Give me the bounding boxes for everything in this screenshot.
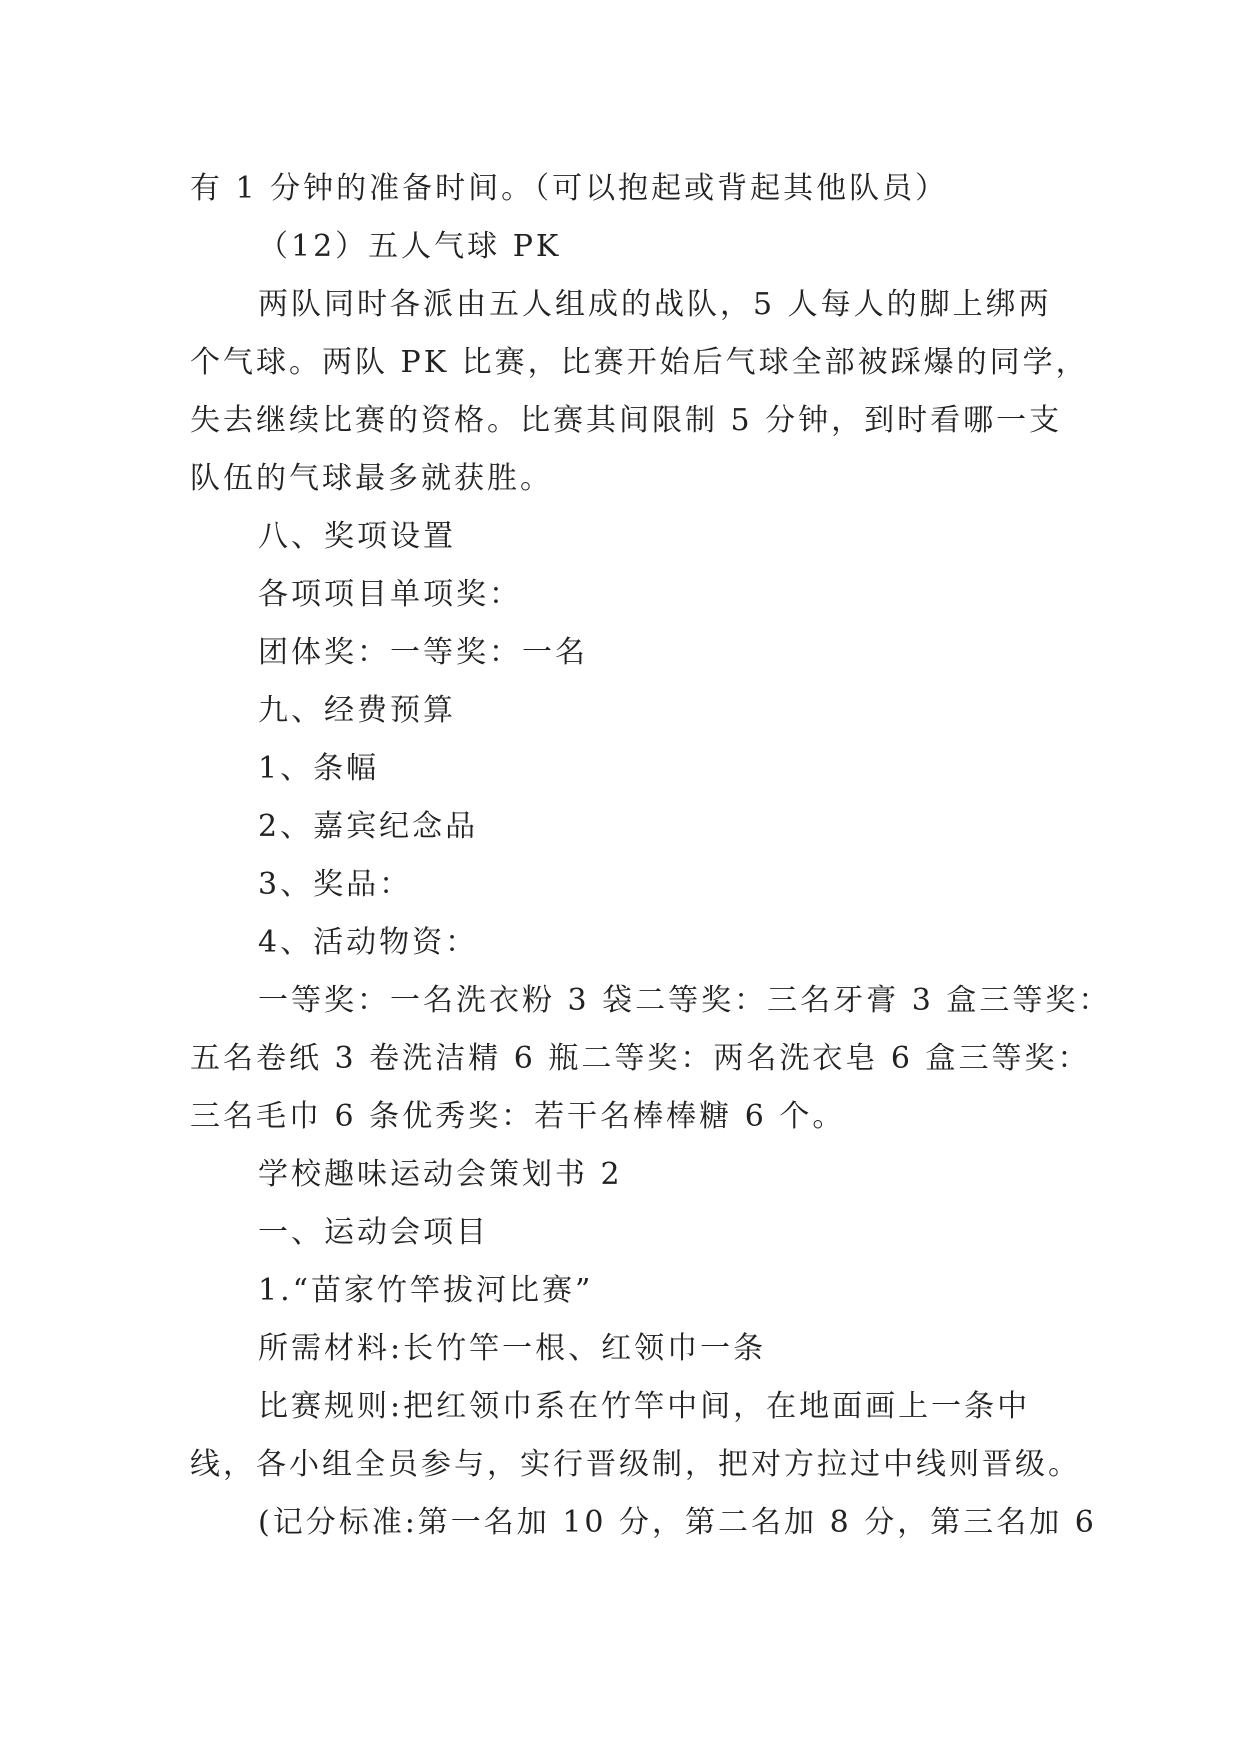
paragraph-scoring: (记分标准:第一名加 10 分，第二名加 8 分，第三名加 6 [258,1505,1097,1540]
text-line: 线，各小组全员参与，实行晋级制，把对方拉过中线则晋级。 [190,1447,1081,1482]
list-item-prizes: 3、奖品： [258,867,413,902]
list-item-supplies: 4、活动物资： [258,925,479,960]
text-line: 一等奖：一名洗衣粉 3 袋二等奖：三名牙膏 3 盒三等奖： [258,983,1112,1018]
section-title-plan-2: 学校趣味运动会策划书 2 [258,1157,623,1192]
heading-events: 一、运动会项目 [258,1215,489,1250]
list-item-souvenirs: 2、嘉宾纪念品 [258,809,479,844]
paragraph-prep-time: 有 1 分钟的准备时间。（可以抱起或背起其他队员） [190,171,949,206]
text-line: 三名毛巾 6 条优秀奖：若干名棒棒糖 6 个。 [190,1099,846,1134]
paragraph-single-awards: 各项项目单项奖： [258,577,522,612]
document-page [190,160,1112,1552]
text-line: 个气球。两队 PK 比赛，比赛开始后气球全部被踩爆的同学， [190,345,1089,380]
heading-bamboo-tug: 1.“苗家竹竿拔河比赛” [258,1273,594,1308]
heading-budget: 九、经费预算 [258,693,456,728]
paragraph-team-award: 团体奖：一等奖：一名 [258,635,588,670]
paragraph-tug-rules [190,1378,1081,1494]
text-line: 两队同时各派由五人组成的战队，5 人每人的脚上绑两 [258,287,1052,322]
text-line: 比赛规则:把红领巾系在竹竿中间，在地面画上一条中 [258,1389,1031,1424]
heading-awards: 八、奖项设置 [258,519,456,554]
text-line: 失去继续比赛的资格。比赛其间限制 5 分钟，到时看哪一支 [190,403,1063,438]
heading-balloon-pk: （12）五人气球 PK [258,229,562,264]
text-line: 五名卷纸 3 卷洗洁精 6 瓶二等奖：两名洗衣皂 6 盒三等奖： [190,1041,1091,1076]
paragraph-balloon-rules [190,276,1089,508]
paragraph-prize-details [190,972,1112,1146]
paragraph-materials: 所需材料:长竹竿一根、红领巾一条 [258,1331,767,1366]
text-line: 队伍的气球最多就获胜。 [190,461,553,496]
list-item-banner: 1、条幅 [258,751,380,786]
